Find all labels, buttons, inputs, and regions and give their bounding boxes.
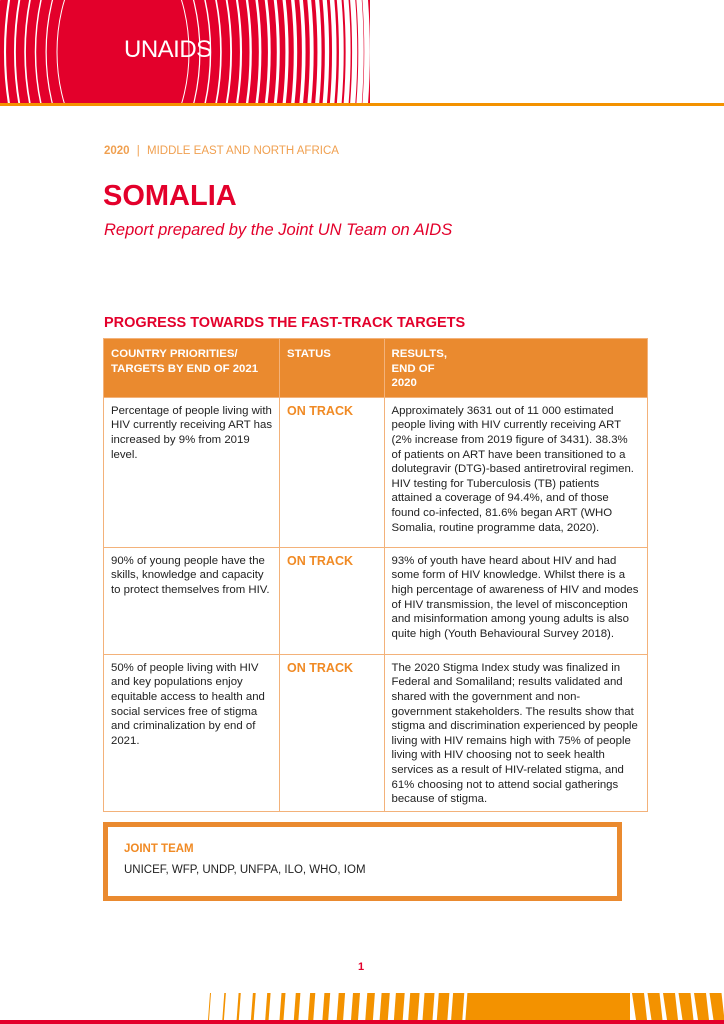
- region: MIDDLE EAST AND NORTH AFRICA: [147, 145, 339, 157]
- footer-stripe: [423, 993, 435, 1020]
- joint-team-box: [103, 822, 622, 901]
- footer-stripe: [408, 993, 419, 1020]
- header-status: STATUS: [280, 339, 384, 398]
- fast-track-table: [103, 338, 648, 812]
- table-row: [104, 397, 648, 547]
- report-year: 2020: [104, 145, 130, 157]
- footer-stripe: [251, 993, 256, 1020]
- footer-stripe: [679, 993, 694, 1020]
- priority-cell: 50% of people living with HIV and key populations enjoy equitable access to health and social services free of stigma and criminalization by end of 2021.: [104, 654, 280, 811]
- table-row: [104, 654, 648, 811]
- result-cell: The 2020 Stigma Index study was finalized in Federal and Somaliland; results validated and shared with the government and non-government stakeholders. The results show that stigma and discrimination experienced by people living with HIV remains high with 75% of people living with HIV choosing not to seek health services as a result of HIV-related stigma, and 61% choosing not to attend social gatherings because of stigma.: [384, 654, 647, 811]
- status-badge: ON TRACK: [280, 547, 384, 654]
- joint-team-title: JOINT TEAM: [124, 843, 194, 855]
- section-title: PROGRESS TOWARDS THE FAST-TRACK TARGETS: [104, 315, 466, 331]
- footer-stripe: [337, 993, 345, 1020]
- footer-stripe: [365, 993, 375, 1020]
- status-badge: ON TRACK: [280, 654, 384, 811]
- kicker: [104, 145, 339, 157]
- footer-stripe: [710, 993, 724, 1020]
- footer-stripe: [380, 993, 390, 1020]
- footer-stripe: [648, 993, 663, 1020]
- footer-stripe: [237, 993, 241, 1020]
- footer-stripe: [280, 993, 286, 1020]
- page-number: 1: [358, 961, 365, 973]
- footer-stripe: [663, 993, 678, 1020]
- footer-stripe: [265, 993, 270, 1020]
- footer-stripe: [394, 993, 405, 1020]
- footer-stripe: [222, 993, 226, 1020]
- footer-stripe: [322, 993, 330, 1020]
- table-row: [104, 547, 648, 654]
- footer-stripe: [694, 993, 709, 1020]
- header-rule: [0, 103, 724, 106]
- header-results: RESULTS, END OF 2020: [384, 339, 647, 398]
- footer-banner: [0, 990, 724, 1024]
- page-subtitle: Report prepared by the Joint UN Team on AIDS: [104, 221, 453, 239]
- footer-stripe: [208, 993, 211, 1020]
- priority-cell: 90% of young people have the skills, knowledge and capacity to protect themselves from HIV.: [104, 547, 280, 654]
- footer-stripe: [351, 993, 360, 1020]
- footer-stripe: [632, 993, 647, 1020]
- header-priorities: COUNTRY PRIORITIES/ TARGETS BY END OF 2021: [104, 339, 280, 398]
- priority-cell: Percentage of people living with HIV currently receiving ART has increased by 9% from 2019 level.: [104, 397, 280, 547]
- table-header-row: [104, 339, 648, 398]
- joint-team-members: UNICEF, WFP, UNDP, UNFPA, ILO, WHO, IOM: [124, 864, 366, 876]
- unaids-logo: UNAIDS: [124, 36, 212, 63]
- result-cell: Approximately 3631 out of 11 000 estimated people living with HIV currently receiving ART (2% increase from 2019 figure of 3431). 38.3% of patients on ART have been transitioned to a dolutegravir (DTG)-based antiretroviral regimen. HIV testing for Tuberculosis (TB) patients attained a coverage of 94.4%, and of those found co-infected, 81.6% began ART (WHO Somalia, routine programme data, 2020).: [384, 397, 647, 547]
- footer-stripe: [294, 993, 301, 1020]
- footer-block: [470, 993, 630, 1020]
- page-title: SOMALIA: [103, 180, 237, 212]
- status-badge: ON TRACK: [280, 397, 384, 547]
- footer-stripe: [437, 993, 450, 1020]
- footer-stripe: [451, 993, 464, 1020]
- result-cell: 93% of youth have heard about HIV and had some form of HIV knowledge. Whilst there is a high percentage of awareness of HIV and modes of HIV transmission, the level of misconception and misinformation among young adults is also quite high (Youth Behavioural Survey 2018).: [384, 547, 647, 654]
- header-banner: [0, 0, 724, 104]
- kicker-separator: |: [136, 145, 140, 157]
- footer-stripe: [465, 993, 479, 1020]
- footer-stripe: [308, 993, 315, 1020]
